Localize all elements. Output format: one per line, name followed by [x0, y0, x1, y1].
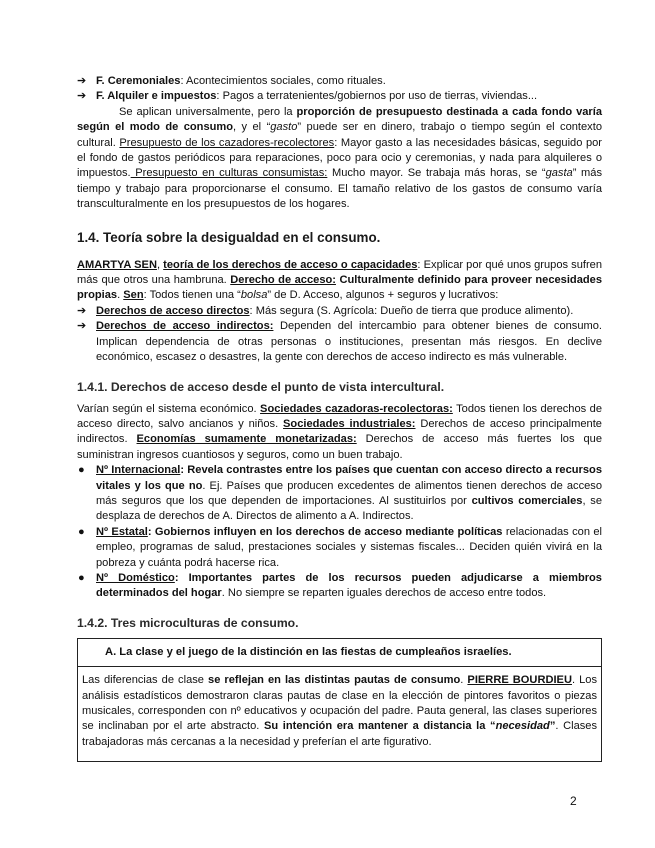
- list-item: ➔ Derechos de acceso directos: Más segura (S. Agrícola: Dueño de tierra que produce alimento).: [77, 304, 602, 319]
- intercultural-paragraph: Varían según el sistema económico. Sociedades cazadoras-recolectoras: Todos tienen los derechos de acceso directo, salvo ancianos y niños. Sociedades industriales: Derechos de acceso principalmente indirectos. Economías sumamente monetarizadas: Derechos de acceso más fuertes los que suministran ingresos cuantiosos y seguros, como un buen trabajo.: [77, 402, 602, 461]
- arrow-icon: ➔: [77, 90, 87, 103]
- subsection-heading: 1.4.1. Derechos de acceso desde el punto de vista intercultural.: [77, 379, 445, 394]
- list-item: ➔ Derechos de acceso indirectos: Dependen del intercambio para obtener bienes de consumo. Implican dependencia de otras personas o instituciones, presentan más riesgos. En declive económico, escasez o desastres, la gente con derechos de acceso indirecto es más vulnerable.: [77, 320, 602, 364]
- bullet-item: ● Nº Internacional: Revela contrastes entre los países que cuentan con acceso directo a recursos vitales y los que no. Ej. Países que producen excedentes de alimentos tienen derechos de acceso más seguros que los que dependen de importaciones. Al sustituirlos por cultivos comerciales, se desplaza de derechos de A. Directos de alimento a A. Indirectos.: [78, 464, 603, 523]
- section-heading: 1.4. Teoría sobre la desigualdad en el consumo.: [77, 229, 381, 245]
- subsection-heading: 1.4.2. Tres microculturas de consumo.: [77, 615, 299, 630]
- case-box-body: Las diferencias de clase se reflejan en las distintas pautas de consumo. PIERRE BOURDIEU. Los análisis estadísticos demostraron claras pautas de clase en la elección de pintores favoritos o piezas musicales, corresponden con nº educativos y ocupación del padre. Pauta general, las clases superiores se inclinaban por el arte abstracto. Su intención era mantener a distancia la “necesidad”. Clases trabajadoras más cercanas a la necesidad y preferían el arte figurativo.: [82, 674, 598, 748]
- page-number: 2: [570, 794, 577, 808]
- list-item: ➔ F. Ceremoniales: Acontecimientos sociales, como rituales.: [77, 74, 602, 89]
- item-label: F. Ceremoniales: [96, 75, 181, 87]
- arrow-icon: ➔: [77, 320, 87, 333]
- bullet-icon: ●: [78, 464, 85, 477]
- list-item: ➔ F. Alquiler e impuestos: Pagos a terratenientes/gobiernos por uso de tierras, viviendas...: [77, 89, 602, 104]
- bullet-icon: ●: [78, 525, 85, 538]
- item-label: F. Alquiler e impuestos: [96, 90, 217, 103]
- bullet-icon: ●: [78, 571, 85, 584]
- arrow-icon: ➔: [77, 75, 87, 87]
- case-box-title: A. La clase y el juego de la distinción en las fiestas de cumpleaños israelíes.: [78, 639, 601, 667]
- bullet-item: ● Nº Doméstico: Importantes partes de los recursos pueden adjudicarse a miembros determinados del hogar. No siempre se reparten iguales derechos de acceso entre todos.: [78, 571, 602, 600]
- bullet-item: ● Nº Estatal: Gobiernos influyen en los derechos de acceso mediante políticas relacionadas con el empleo, programas de salud, prestaciones sociales y sistemas fiscales... Deciden quién vivirá en la pobreza y cuánta podrá hacerse rica.: [78, 525, 602, 569]
- document-page: [77, 74, 602, 762]
- case-box: [77, 638, 602, 762]
- arrow-icon: ➔: [77, 304, 87, 317]
- sen-paragraph: AMARTYA SEN, teoría de los derechos de acceso o capacidades: Explicar por qué unos grupos sufren más que otros una hambruna. Derecho de acceso: Culturalmente definido para proveer necesidades propias. Sen: Todos tienen una “bolsa” de D. Acceso, algunos + seguros y lucrativos:: [77, 258, 602, 302]
- budget-paragraph: Se aplican universalmente, pero la proporción de presupuesto destinada a cada fondo varía según el modo de consumo, y el “gasto” puede ser en dinero, trabajo o tiempo según el contexto cultural. Presupuesto de los cazadores-recolectores: Mayor gasto a las necesidades básicas, seguido por el fondo de gastos periódicos para reparaciones, poco para ocio y ceremonias, y nada para alquileres o impuestos. Presupuesto en culturas consumistas: Mucho mayor. Se trabaja más horas, se “gasta” más tiempo y trabajo para proporcionarse el consumo. El tamaño relativo de los gastos de consumo varía transculturalmente en los presupuestos de los hogares.: [77, 105, 602, 211]
